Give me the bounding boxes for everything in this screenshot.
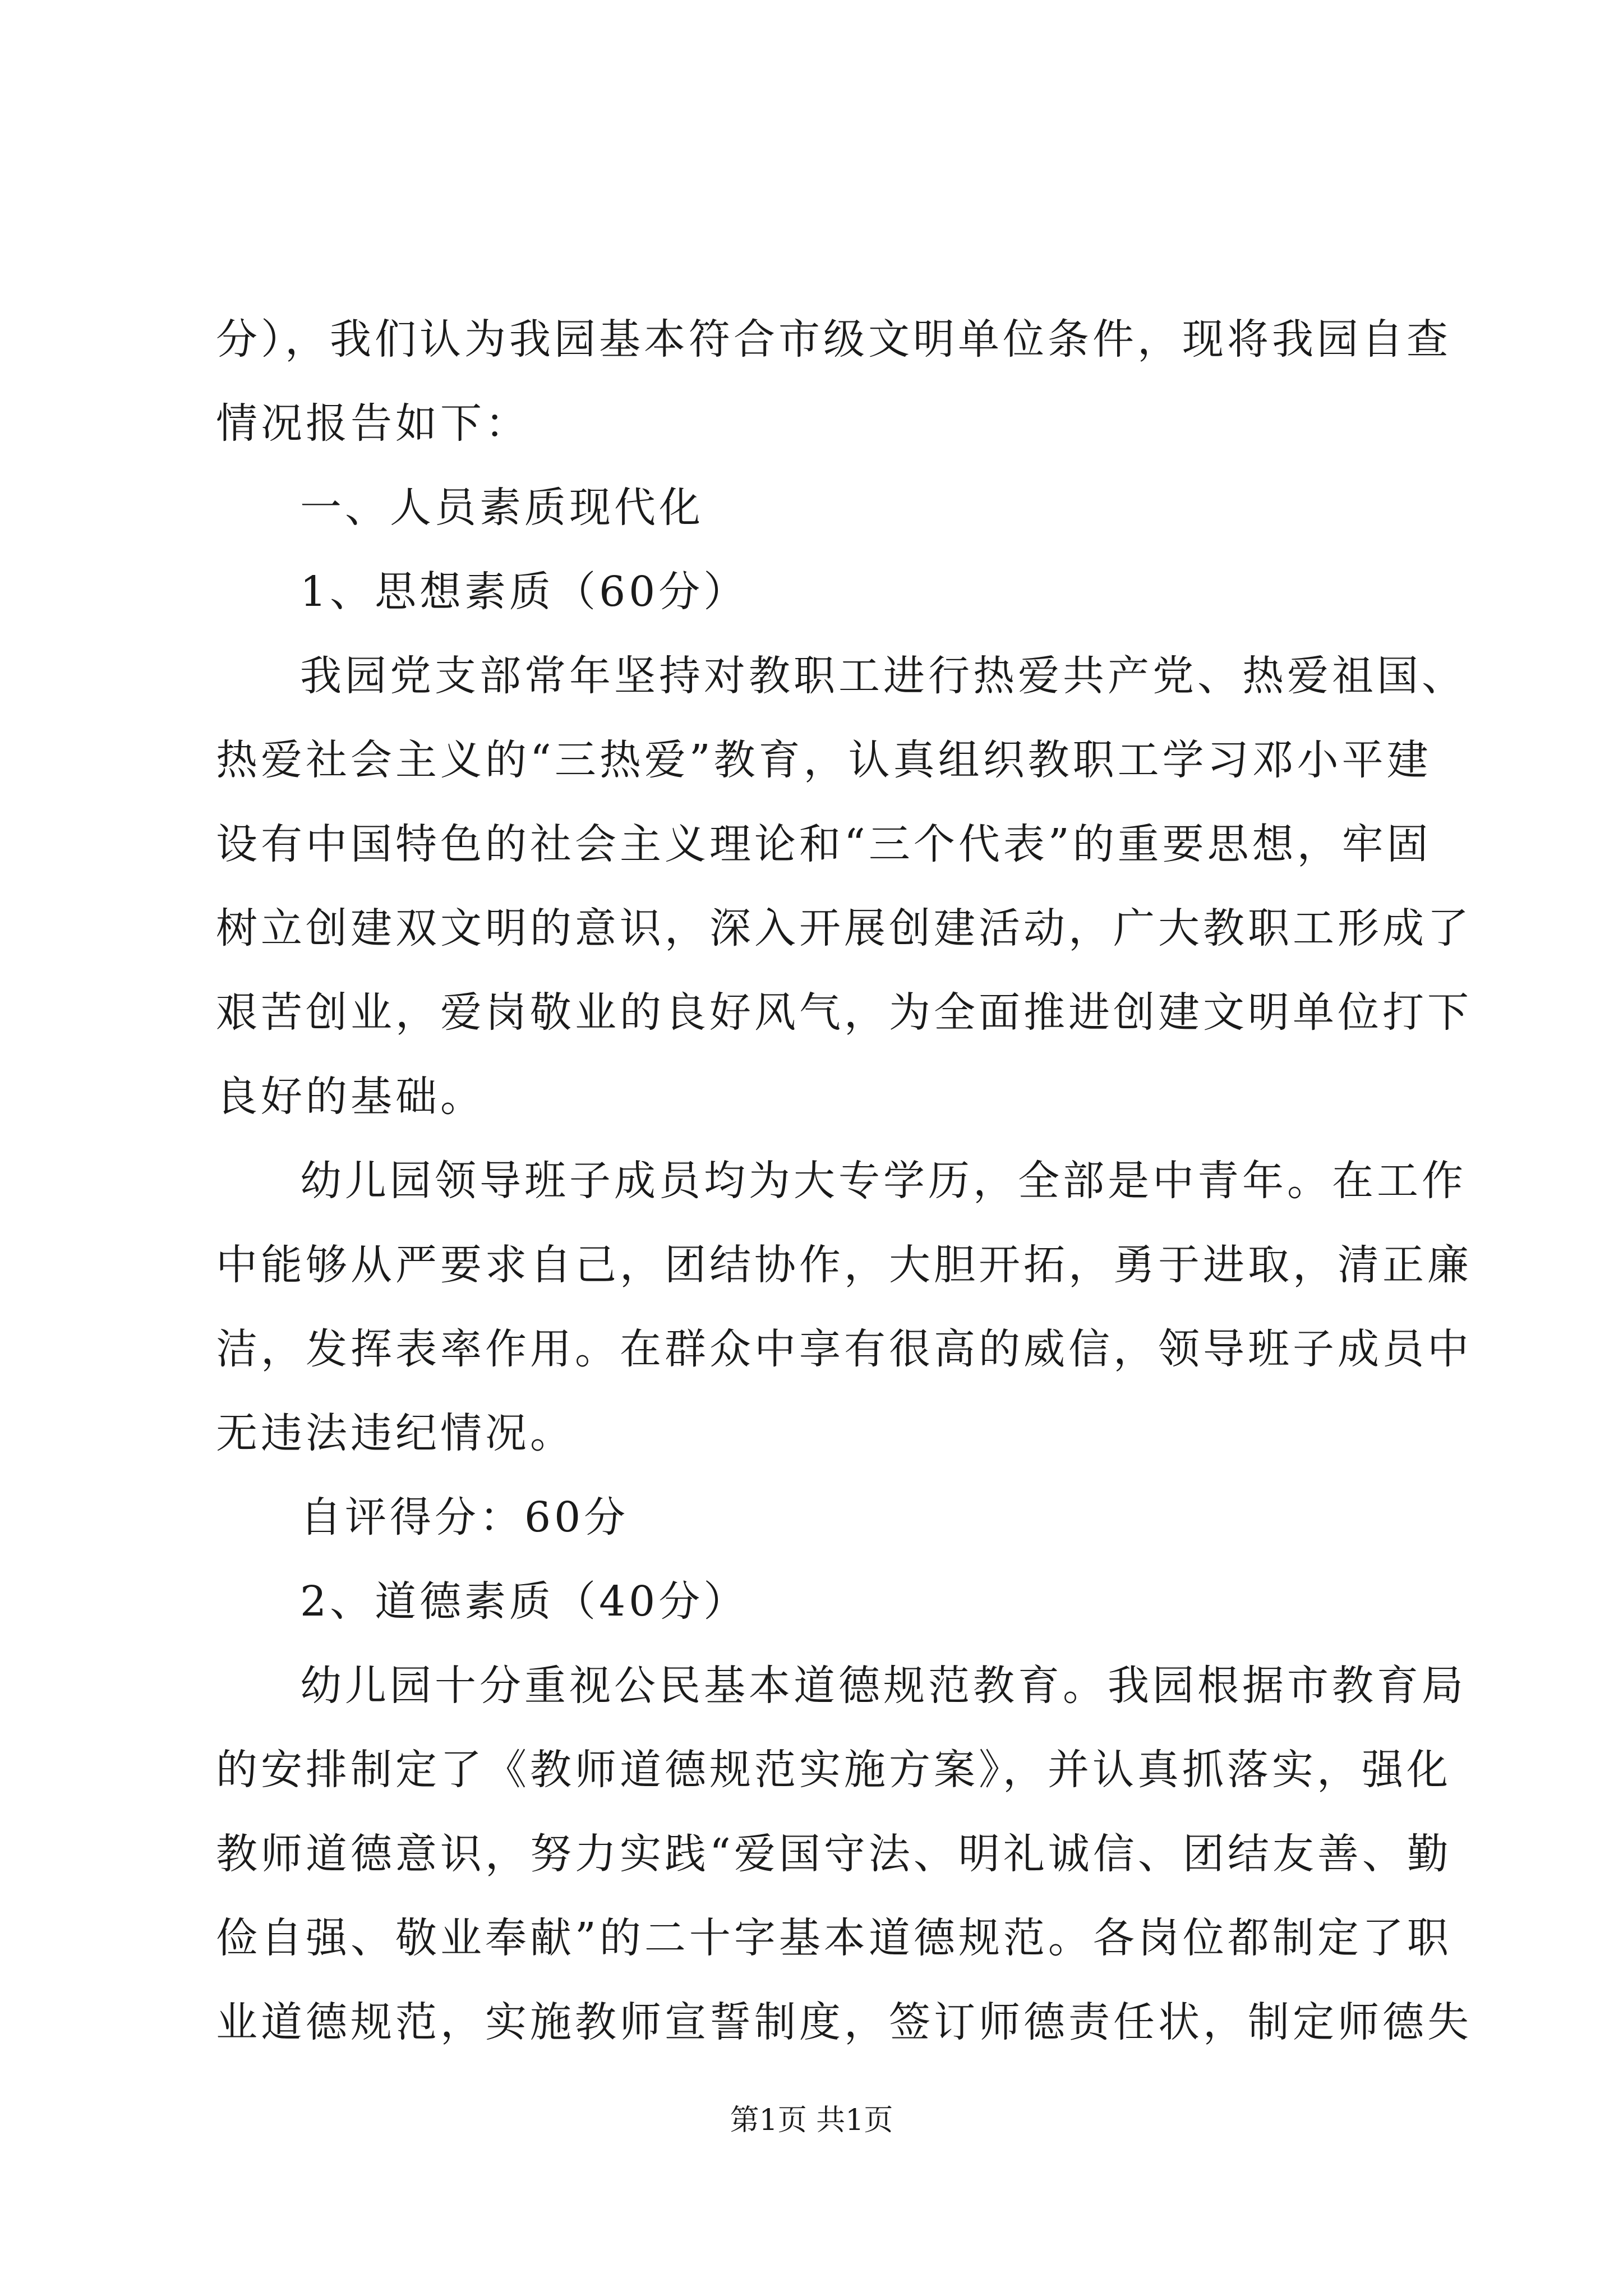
text-line: 设有中国特色的社会主义理论和“三个代表”的重要思想，牢固 — [216, 820, 1432, 868]
subsection-heading: 2、道德素质（40分） — [300, 1577, 749, 1626]
text-line: 幼儿园领导班子成员均为大专学历，全部是中青年。在工作 — [300, 1157, 1467, 1205]
text-line: 幼儿园十分重视公民基本道德规范教育。我园根据市教育局 — [300, 1662, 1467, 1710]
section-heading: 一、人员素质现代化 — [300, 484, 704, 532]
text-line: 俭自强、敬业奉献”的二十字基本道德规范。各岗位都制定了职 — [216, 1914, 1452, 1962]
text-line: 教师道德意识，努力实践“爱国守法、明礼诚信、团结友善、勤 — [216, 1830, 1452, 1878]
text-line: 良好的基础。 — [216, 1073, 485, 1121]
self-score-line: 自评得分：60分 — [300, 1493, 629, 1542]
page-number-footer: 第1页 共1页 — [730, 2104, 893, 2137]
text-line: 业道德规范，实施教师宣誓制度，签订师德责任状，制定师德失 — [216, 1998, 1472, 2046]
text-line: 艰苦创业，爱岗敬业的良好风气，为全面推进创建文明单位打下 — [216, 988, 1472, 1037]
document-body — [216, 297, 1472, 2064]
text-line: 我园党支部常年坚持对教职工进行热爱共产党、热爱祖国、 — [300, 652, 1467, 700]
text-line: 热爱社会主义的“三热爱”教育，认真组织教职工学习邓小平建 — [216, 736, 1432, 784]
text-line: 树立创建双文明的意识，深入开展创建活动，广大教职工形成了 — [216, 904, 1472, 953]
text-line: 分），我们认为我园基本符合市级文明单位条件，现将我园自查 — [216, 315, 1451, 364]
text-line: 中能够从严要求自己，团结协作，大胆开拓，勇于进取，清正廉 — [216, 1241, 1472, 1289]
text-line: 的安排制定了《教师道德规范实施方案》，并认真抓落实，强化 — [216, 1746, 1451, 1794]
text-line: 洁，发挥表率作用。在群众中享有很高的威信，领导班子成员中 — [216, 1325, 1472, 1373]
text-line: 无违法违纪情况。 — [216, 1409, 575, 1457]
text-line: 情况报告如下： — [216, 399, 530, 448]
subsection-heading: 1、思想素质（60分） — [300, 568, 749, 616]
